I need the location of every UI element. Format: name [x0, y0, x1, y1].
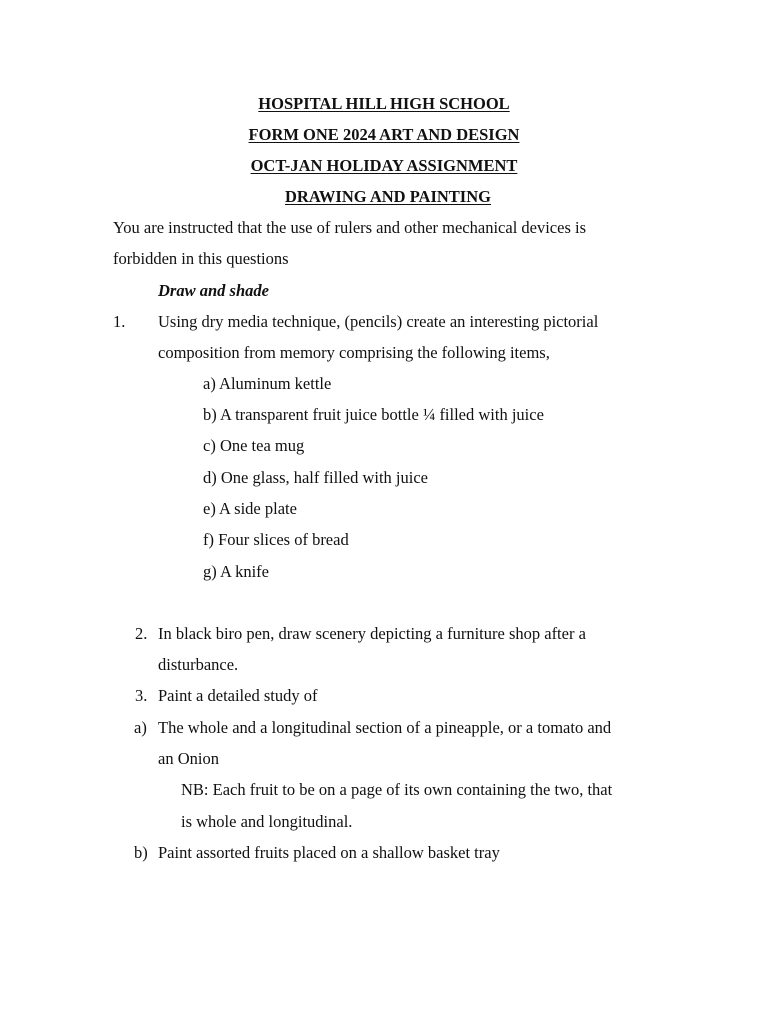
topic-heading: DRAWING AND PAINTING: [285, 187, 491, 206]
instructions-line-2: forbidden in this questions: [113, 249, 289, 268]
list-item: g) A knife: [203, 562, 269, 581]
school-heading: HOSPITAL HILL HIGH SCHOOL: [258, 94, 510, 113]
assignment-heading: OCT-JAN HOLIDAY ASSIGNMENT: [250, 156, 518, 175]
list-item: d) One glass, half filled with juice: [203, 468, 428, 487]
question-3b-label: b): [134, 843, 148, 862]
question-2-line-2: disturbance.: [158, 655, 239, 674]
section-title: Draw and shade: [158, 281, 269, 300]
instructions-line-1: You are instructed that the use of rulers and other mechanical devices is: [113, 218, 587, 237]
question-3-line-1: Paint a detailed study of: [158, 686, 318, 705]
list-item: f) Four slices of bread: [203, 530, 349, 549]
question-3-number: 3.: [135, 686, 148, 705]
question-3a-line-2: an Onion: [158, 749, 219, 768]
question-1-line-2: composition from memory comprising the following items,: [158, 343, 550, 362]
question-1-number: 1.: [113, 312, 126, 331]
question-3b-line-1: Paint assorted fruits placed on a shallow basket tray: [158, 843, 500, 862]
question-1-line-1: Using dry media technique, (pencils) create an interesting pictorial: [158, 312, 599, 331]
note-line-2: is whole and longitudinal.: [181, 812, 353, 831]
list-item: a) Aluminum kettle: [203, 374, 332, 393]
list-item: b) A transparent fruit juice bottle ¼ filled with juice: [203, 405, 544, 424]
question-2-number: 2.: [135, 624, 148, 643]
note-line-1: NB: Each fruit to be on a page of its own containing the two, that: [181, 780, 613, 799]
list-item: e) A side plate: [203, 499, 297, 518]
question-2-line-1: In black biro pen, draw scenery depicting a furniture shop after a: [158, 624, 586, 643]
question-3a-line-1: The whole and a longitudinal section of a pineapple, or a tomato and: [158, 718, 612, 737]
question-3a-label: a): [134, 718, 147, 737]
list-item: c) One tea mug: [203, 436, 305, 455]
form-heading: FORM ONE 2024 ART AND DESIGN: [248, 125, 520, 144]
